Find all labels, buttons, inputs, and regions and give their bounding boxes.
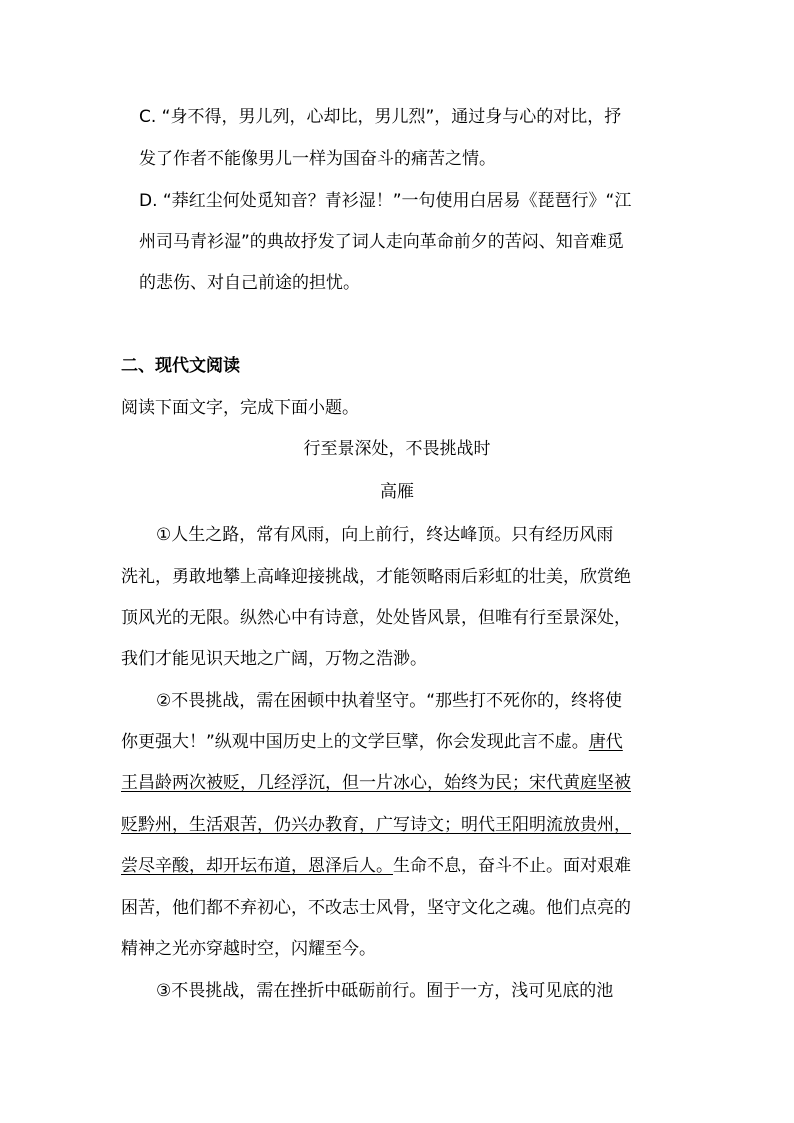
article-title: 行至景深处，不畏挑战时 (303, 439, 491, 459)
paragraph-1-line-3: 顶风光的无限。纵然心中有诗意，处处皆风景，但唯有行至景深处， (121, 608, 631, 628)
paragraph-2-line-3: 王昌龄两次被贬，几经浮沉，但一片冰心，始终为民；宋代黄庭坚被 (121, 773, 631, 793)
option-c-line-2: 发了作者不能像男儿一样为国奋斗的痛苦之情。 (139, 149, 496, 169)
underlined-passage-end: 尝尽辛酸，却开坛布道，恩泽后人。 (121, 856, 393, 876)
paragraph-1-line-4: 我们才能见识天地之广阔，万物之浩渺。 (121, 649, 427, 669)
paragraph-2-text: 生命不息，奋斗不止。面对艰难 (393, 856, 631, 876)
paragraph-2-line-7: 精神之光亦穿越时空，闪耀至今。 (121, 939, 376, 959)
paragraph-2-text: 你更强大！”纵观中国历史上的文学巨擘，你会发现此言不虚。 (121, 732, 589, 752)
paragraph-2-line-2 (121, 731, 623, 753)
article-author: 高雁 (380, 482, 414, 502)
paragraph-2-line-1: ②不畏挑战，需在困顿中执着坚守。“那些打不死你的，终将使 (156, 691, 623, 711)
section-heading: 二、现代文阅读 (121, 356, 240, 376)
option-d-line-2: 州司马青衫湿”的典故抒发了词人走向革命前夕的苦闷、知音难觅 (139, 232, 624, 252)
paragraph-2-line-5 (121, 855, 631, 877)
paragraph-3-line-1: ③不畏挑战，需在挫折中砥砺前行。囿于一方，浅可见底的池 (156, 981, 614, 1001)
option-c-line-1: C. “身不得，男儿列，心却比，男儿烈”，通过身与心的对比，抒 (139, 107, 622, 127)
paragraph-2-line-4: 贬黔州，生活艰苦，仍兴办教育，广写诗文；明代王阳明流放贵州， (121, 815, 631, 835)
option-d-line-3: 的悲伤、对自己前途的担忧。 (139, 273, 360, 293)
reading-instruction: 阅读下面文字，完成下面小题。 (121, 398, 359, 418)
underlined-passage: 唐代 (588, 732, 623, 752)
option-d-line-1: D. “莽红尘何处觅知音？青衫湿！”一句使用白居易《琵琶行》“江 (139, 191, 632, 211)
paragraph-1-line-1: ①人生之路，常有风雨，向上前行，终达峰顶。只有经历风雨 (156, 525, 614, 545)
paragraph-1-line-2: 洗礼，勇敢地攀上高峰迎接挑战，才能领略雨后彩虹的壮美，欣赏绝 (121, 567, 631, 587)
paragraph-2-line-6: 困苦，他们都不弃初心，不改志士风骨，坚守文化之魂。他们点亮的 (121, 898, 631, 918)
